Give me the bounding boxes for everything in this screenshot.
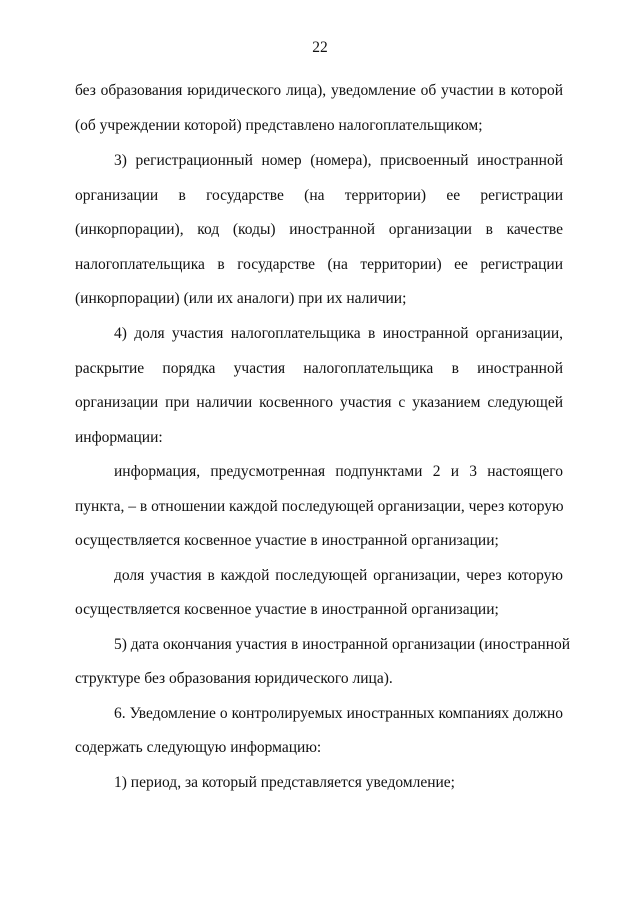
text-line: информация, предусмотренная подпунктами 2 и 3 настоящего <box>114 463 563 480</box>
text-line: (инкорпорации) (или их аналоги) при их наличии; <box>75 290 407 307</box>
page-number: 22 <box>312 39 328 56</box>
text-line: организации в государстве (на территории) ее регистрации <box>75 187 563 204</box>
text-line: содержать следующую информацию: <box>75 739 322 756</box>
text-line: налогоплательщика в государстве (на территории) ее регистрации <box>75 256 563 273</box>
text-line: (об учреждении которой) представлено налогоплательщиком; <box>75 117 483 134</box>
text-line: 5) дата окончания участия в иностранной организации (иностранной <box>114 636 571 653</box>
text-line: пункта, – в отношении каждой последующей организации, через которую <box>75 498 564 515</box>
text-line: структуре без образования юридического лица). <box>75 670 393 687</box>
text-line: организации при наличии косвенного участия с указанием следующей <box>75 394 563 411</box>
text-line: осуществляется косвенное участие в иностранной организации; <box>75 532 499 549</box>
text-line: без образования юридического лица), уведомление об участии в которой <box>75 82 563 99</box>
text-line: 3) регистрационный номер (номера), присвоенный иностранной <box>114 152 563 169</box>
text-line: информации: <box>75 429 163 446</box>
text-line: раскрытие порядка участия налогоплательщика в иностранной <box>75 360 563 377</box>
text-line: 1) период, за который представляется уведомление; <box>114 774 455 791</box>
text-line: (инкорпорации), код (коды) иностранной организации в качестве <box>75 221 563 238</box>
text-line: доля участия в каждой последующей организации, через которую <box>114 567 563 584</box>
text-line: осуществляется косвенное участие в иностранной организации; <box>75 601 499 618</box>
text-line: 4) доля участия налогоплательщика в иностранной организации, <box>114 325 563 342</box>
text-line: 6. Уведомление о контролируемых иностранных компаниях должно <box>114 705 563 722</box>
